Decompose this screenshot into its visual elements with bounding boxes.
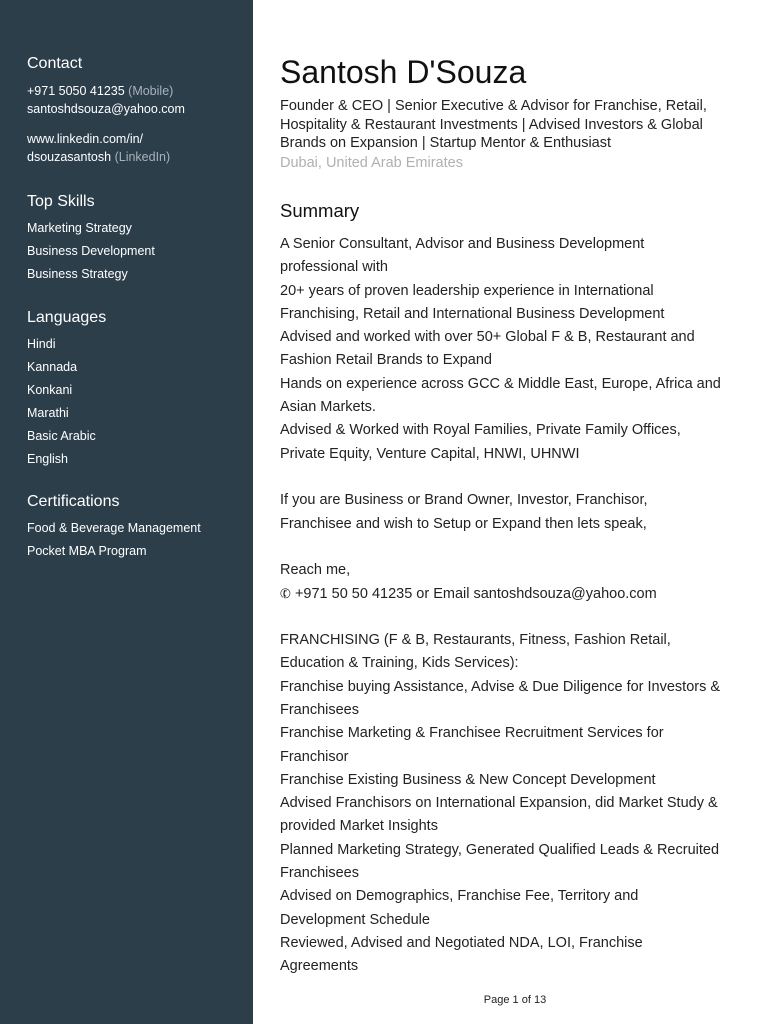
language-item: Kannada (27, 360, 78, 374)
summary-line: Planned Marketing Strategy, Generated Qualified Leads & Recruited (280, 841, 720, 858)
summary-line: Education & Training, Kids Services): (280, 655, 519, 672)
summary-line: Reviewed, Advised and Negotiated NDA, LOI, Franchise (280, 934, 643, 951)
certification-item: Pocket MBA Program (27, 544, 147, 558)
summary-line: Franchise Marketing & Franchisee Recruitment Services for (280, 725, 664, 742)
summary-line: Franchise Existing Business & New Concept Development (280, 771, 656, 788)
summary-line: Franchisee and wish to Setup or Expand then lets speak, (280, 515, 647, 532)
phone-type: (Mobile) (128, 84, 174, 98)
summary-blank-line (280, 536, 750, 559)
summary-line: provided Market Insights (280, 818, 438, 835)
summary-line: Franchisees (280, 701, 359, 718)
contact-heading: Contact (27, 55, 83, 72)
skill-item: Business Development (27, 244, 155, 258)
top-skills-heading: Top Skills (27, 193, 95, 210)
profile-headline: Founder & CEO | Senior Executive & Advisor for Franchise, Retail, Hospitality & Restaurant Investments | Advised Investors & Global Brands on Expansion | Startup Mentor & Enthusiast (280, 98, 707, 151)
contact-email[interactable]: santoshdsouza@yahoo.com (27, 102, 185, 116)
summary-line: If you are Business or Brand Owner, Investor, Franchisor, (280, 492, 648, 509)
summary-line: A Senior Consultant, Advisor and Business Development (280, 236, 645, 252)
language-item: Konkani (27, 383, 73, 397)
contact-section (27, 54, 247, 166)
certification-item: Food & Beverage Management (27, 521, 201, 535)
summary-line: Advised on Demographics, Franchise Fee, Territory and (280, 888, 639, 905)
language-item: English (27, 452, 68, 466)
contact-phone[interactable] (27, 82, 247, 100)
summary-blank-line (280, 466, 750, 489)
linkedin-url-line2[interactable] (27, 148, 247, 166)
summary-line: professional with (280, 259, 388, 276)
summary-line: Franchisor (280, 748, 349, 765)
summary-line: Private Equity, Venture Capital, HNWI, UHNWI (280, 445, 580, 462)
summary-line: Development Schedule (280, 911, 430, 928)
summary-contact-text[interactable]: +971 50 50 41235 or Email santoshdsouza@yahoo.com (294, 586, 657, 603)
summary-line: Agreements (280, 958, 359, 975)
phone-number[interactable]: +971 5050 41235 (27, 84, 125, 98)
certifications-heading: Certifications (27, 493, 120, 510)
summary-line: Franchisees (280, 865, 359, 882)
languages-section (27, 308, 247, 471)
linkedin-url-line1[interactable]: www.linkedin.com/in/ (27, 132, 144, 146)
linkedin-handle[interactable]: dsouzasantosh (27, 150, 112, 164)
top-skills-section (27, 192, 247, 286)
summary-line: Franchising, Retail and International Business Development (280, 305, 665, 322)
language-item: Basic Arabic (27, 429, 96, 443)
profile-location: Dubai, United Arab Emirates (280, 155, 463, 171)
page-number: Page 1 of 13 (483, 994, 547, 1006)
language-item: Marathi (27, 406, 69, 420)
summary-line: Franchise buying Assistance, Advise & Due Diligence for Investors & (280, 678, 721, 695)
summary-line: Hands on experience across GCC & Middle East, Europe, Africa and (280, 375, 721, 392)
languages-heading: Languages (27, 309, 107, 326)
phone-icon: ✆ (277, 585, 294, 603)
sidebar (0, 0, 253, 1024)
skill-item: Marketing Strategy (27, 221, 132, 235)
skill-item: Business Strategy (27, 267, 128, 281)
summary-line: FRANCHISING (F & B, Restaurants, Fitness, Fashion Retail, (280, 632, 671, 649)
summary-line: Asian Markets. (280, 399, 376, 416)
summary-line: Advised Franchisors on International Expansion, did Market Study & (280, 795, 718, 812)
summary-heading: Summary (280, 200, 360, 221)
summary-blank-line (280, 606, 750, 629)
linkedin-type: (LinkedIn) (114, 150, 171, 164)
summary-contact-line (277, 582, 750, 605)
summary-body (277, 233, 750, 979)
summary-line: 20+ years of proven leadership experience in International (280, 282, 654, 299)
certifications-section (27, 492, 247, 563)
summary-line: Advised & Worked with Royal Families, Private Family Offices, (280, 422, 681, 439)
summary-line: Reach me, (280, 562, 351, 579)
profile-name: Santosh D'Souza (280, 54, 527, 90)
summary-line: Fashion Retail Brands to Expand (280, 352, 492, 369)
language-item: Hindi (27, 337, 56, 351)
summary-line: Advised and worked with over 50+ Global F & B, Restaurant and (280, 329, 695, 346)
